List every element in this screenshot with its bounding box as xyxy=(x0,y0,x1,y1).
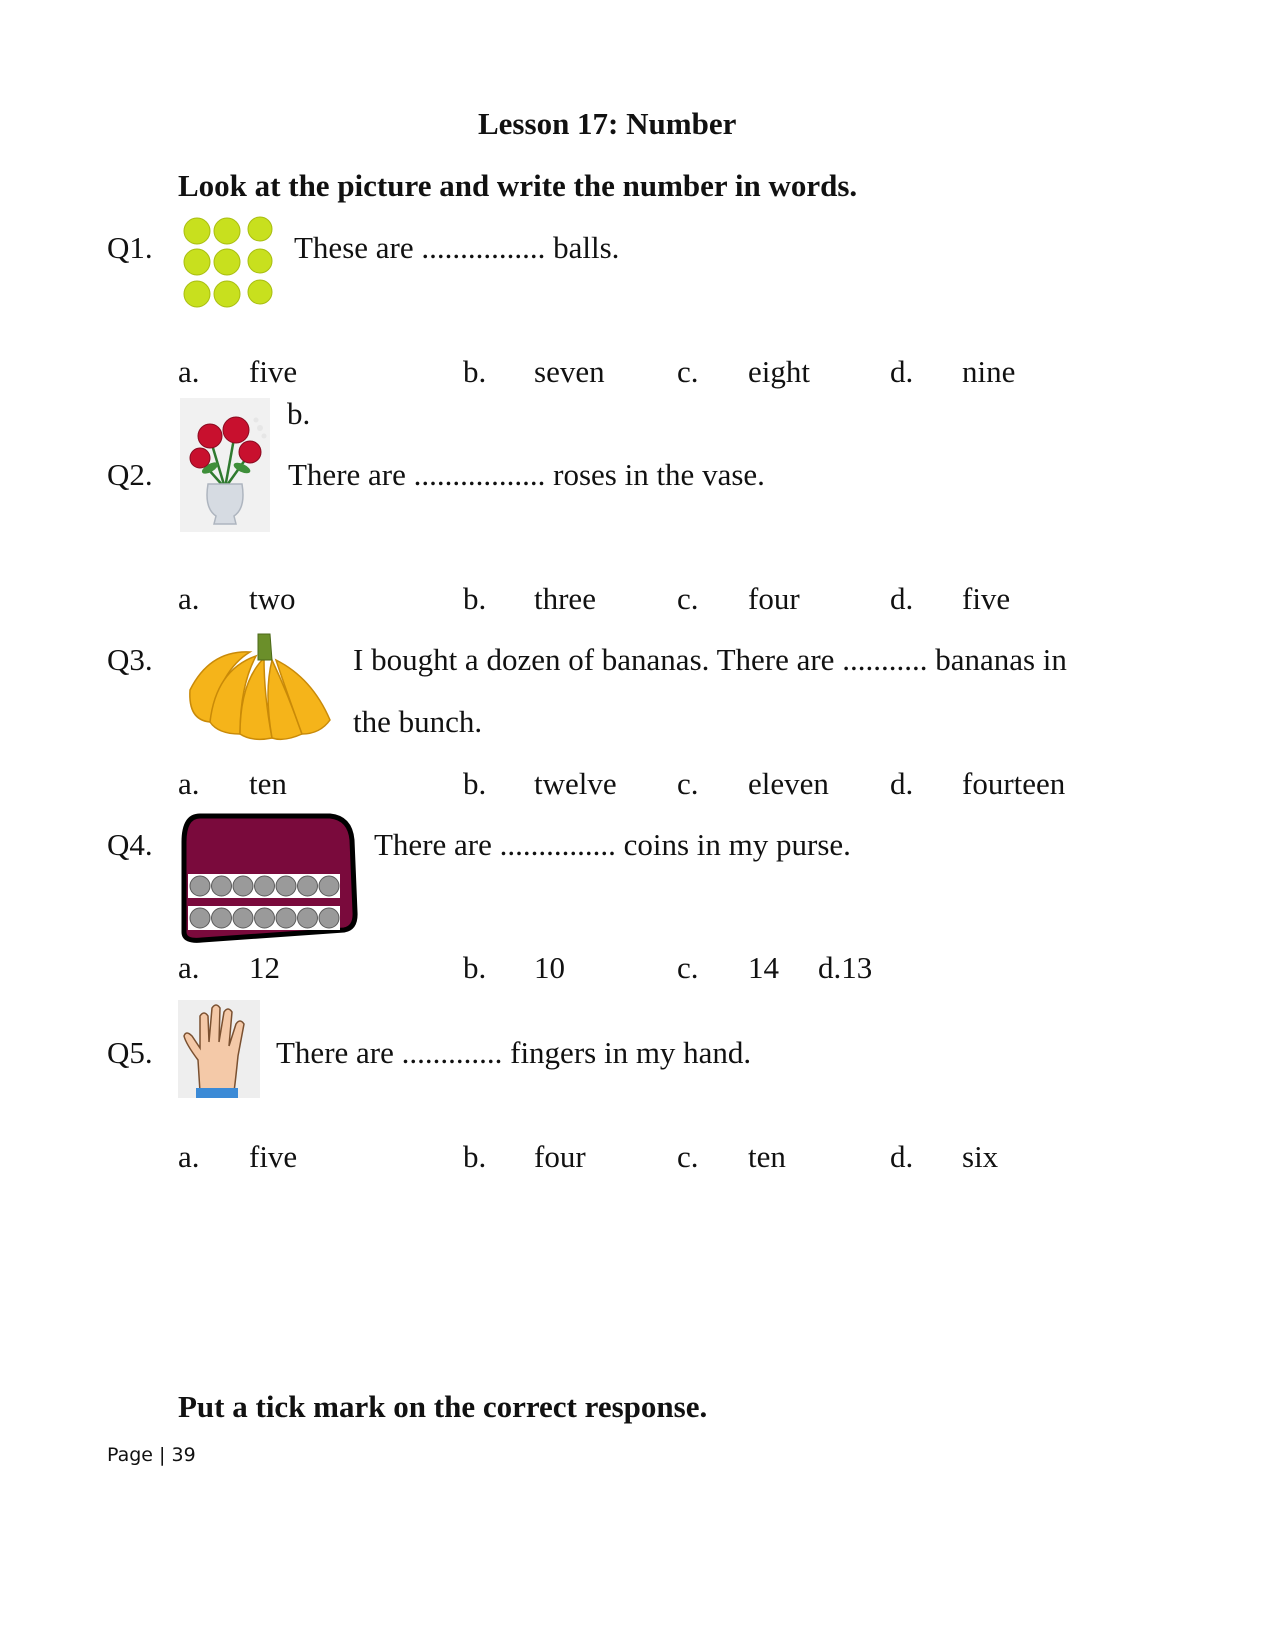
option-text-q1-b: seven xyxy=(534,354,605,389)
question-text-q2: There are ................. roses in the vase. xyxy=(288,457,765,492)
option-letter-q3-b: b. xyxy=(463,766,487,801)
option-text-q3-d: fourteen xyxy=(962,766,1066,801)
option-letter-q4-a: a. xyxy=(178,950,200,985)
coin xyxy=(190,876,210,896)
option-text-q2-c: four xyxy=(748,581,800,616)
question-text-q4: There are ............... coins in my purse. xyxy=(374,827,851,862)
ball xyxy=(214,218,240,244)
ball xyxy=(214,249,240,275)
question-text-q3-line1: I bought a dozen of bananas. There are ........... bananas in xyxy=(353,642,1067,677)
coin xyxy=(212,908,232,928)
ball xyxy=(184,249,210,275)
option-text-q4-d: d.13 xyxy=(818,950,873,985)
coin xyxy=(298,876,318,896)
option-text-q4-b: 10 xyxy=(534,950,565,985)
ball xyxy=(184,218,210,244)
option-letter-q4-b: b. xyxy=(463,950,487,985)
question-text-q5: There are ............. fingers in my hand. xyxy=(276,1035,752,1070)
option-letter-q1-d: d. xyxy=(890,354,914,389)
coin xyxy=(233,876,253,896)
option-letter-q5-d: d. xyxy=(890,1139,914,1174)
option-text-q4-c: 14 xyxy=(748,950,779,985)
ball xyxy=(248,217,272,241)
coin xyxy=(276,908,296,928)
option-text-q3-b: twelve xyxy=(534,766,617,801)
option-letter-q3-c: c. xyxy=(677,766,699,801)
option-text-q1-a: five xyxy=(249,354,298,389)
option-letter-q3-a: a. xyxy=(178,766,200,801)
coin xyxy=(255,908,275,928)
option-text-q2-b: three xyxy=(534,581,596,616)
option-letter-q2-d: d. xyxy=(890,581,914,616)
coin xyxy=(298,908,318,928)
option-letter-q1-c: c. xyxy=(677,354,699,389)
ball xyxy=(214,281,240,307)
question-number-q1: Q1. xyxy=(107,230,153,265)
ball xyxy=(248,249,272,273)
option-text-q1-c: eight xyxy=(748,354,810,389)
instruction-heading-2: Put a tick mark on the correct response. xyxy=(178,1389,708,1424)
question-number-q5: Q5. xyxy=(107,1035,153,1070)
coin xyxy=(319,908,339,928)
option-text-q3-c: eleven xyxy=(748,766,829,801)
hand-icon xyxy=(178,1000,260,1098)
option-text-q2-a: two xyxy=(249,581,296,616)
option-letter-q4-c: c. xyxy=(677,950,699,985)
option-text-q5-a: five xyxy=(249,1139,298,1174)
option-text-q5-b: four xyxy=(534,1139,586,1174)
coin xyxy=(319,876,339,896)
tennis-balls-icon xyxy=(180,214,276,310)
question-number-q4: Q4. xyxy=(107,827,153,862)
stray-label-q2: b. xyxy=(287,396,311,431)
rose-vase-icon xyxy=(180,398,270,532)
coin xyxy=(212,876,232,896)
instruction-heading: Look at the picture and write the number in words. xyxy=(178,168,858,203)
coin-purse-icon xyxy=(180,812,358,944)
option-letter-q2-c: c. xyxy=(677,581,699,616)
coin xyxy=(255,876,275,896)
option-letter-q2-a: a. xyxy=(178,581,200,616)
lesson-title: Lesson 17: Number xyxy=(478,106,737,141)
option-letter-q1-b: b. xyxy=(463,354,487,389)
question-number-q2: Q2. xyxy=(107,457,153,492)
ball xyxy=(184,281,210,307)
option-letter-q5-a: a. xyxy=(178,1139,200,1174)
question-number-q3: Q3. xyxy=(107,642,153,677)
question-text-q3-line2: the bunch. xyxy=(353,704,483,739)
option-letter-q5-c: c. xyxy=(677,1139,699,1174)
page-footer: Page | 39 xyxy=(107,1444,196,1466)
option-text-q2-d: five xyxy=(962,581,1011,616)
banana-bunch-icon xyxy=(180,630,336,744)
option-text-q3-a: ten xyxy=(249,766,287,801)
question-text-q1: These are ................ balls. xyxy=(294,230,620,265)
option-letter-q2-b: b. xyxy=(463,581,487,616)
ball xyxy=(248,280,272,304)
option-text-q5-c: ten xyxy=(748,1139,786,1174)
option-text-q4-a: 12 xyxy=(249,950,280,985)
option-letter-q5-b: b. xyxy=(463,1139,487,1174)
coin xyxy=(276,876,296,896)
option-text-q5-d: six xyxy=(962,1139,999,1174)
option-letter-q1-a: a. xyxy=(178,354,200,389)
coin xyxy=(190,908,210,928)
coin xyxy=(233,908,253,928)
option-text-q1-d: nine xyxy=(962,354,1016,389)
option-letter-q3-d: d. xyxy=(890,766,914,801)
